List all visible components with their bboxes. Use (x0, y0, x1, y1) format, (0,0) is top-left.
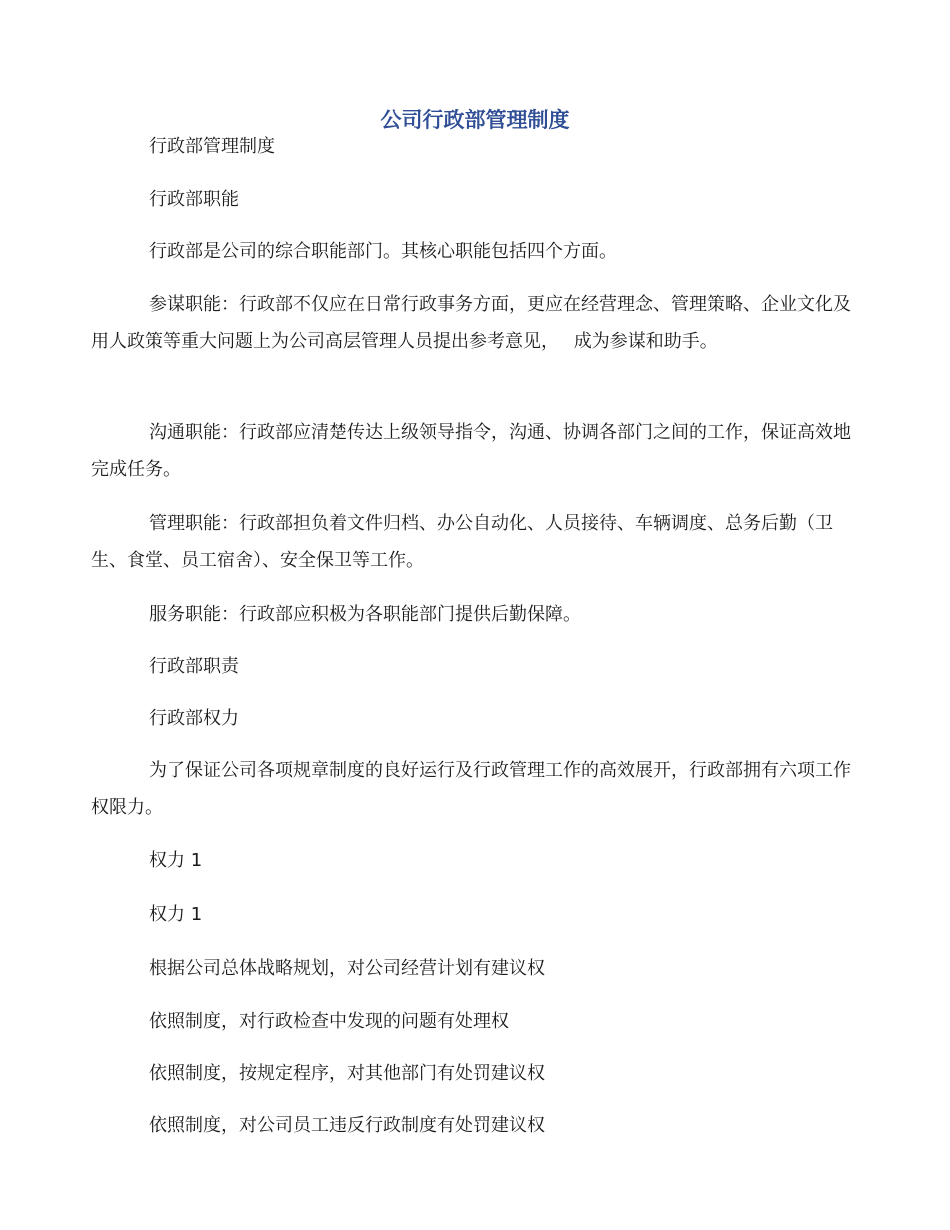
paragraph-functions-intro: 行政部是公司的综合职能部门。其核心职能包括四个方面。 (149, 241, 617, 262)
paragraph-heading-duties: 行政部职责 (149, 656, 239, 677)
document-title: 公司行政部管理制度 (380, 108, 570, 132)
paragraph-authority-item: 依照制度，对行政检查中发现的问题有处理权 (149, 1011, 509, 1032)
paragraph-heading-authority: 行政部权力 (149, 708, 239, 729)
paragraph-authority-item-heading: 权力 1 (149, 850, 203, 871)
paragraph-management-function: 管理职能：行政部担负着文件归档、办公自动化、人员接待、车辆调度、总务后勤（卫生、食堂、员工宿舍）、安全保卫等工作。 (91, 513, 833, 571)
paragraph-service-function: 服务职能：行政部应积极为各职能部门提供后勤保障。 (149, 604, 581, 625)
paragraph-authority-item: 依照制度，对公司员工违反行政制度有处罚建议权 (149, 1115, 545, 1136)
paragraph-heading-management-rules: 行政部管理制度 (149, 136, 275, 157)
paragraph-communication-function: 沟通职能：行政部应清楚传达上级领导指令，沟通、协调各部门之间的工作，保证高效地完成任务。 (91, 422, 851, 480)
paragraph-authority-item: 依照制度，按规定程序，对其他部门有处罚建议权 (149, 1063, 545, 1084)
paragraph-advisory-function: 参谋职能：行政部不仅应在日常行政事务方面，更应在经营理念、管理策略、企业文化及用人政策等重大问题上为公司高层管理人员提出参考意见， 成为参谋和助手。 (91, 294, 851, 352)
paragraph-authority-item-heading: 权力 1 (149, 904, 203, 925)
paragraph-authority-item: 根据公司总体战略规划，对公司经营计划有建议权 (149, 958, 545, 979)
paragraph-heading-functions: 行政部职能 (149, 189, 239, 210)
paragraph-authority-intro: 为了保证公司各项规章制度的良好运行及行政管理工作的高效展开，行政部拥有六项工作权限力。 (91, 760, 851, 818)
